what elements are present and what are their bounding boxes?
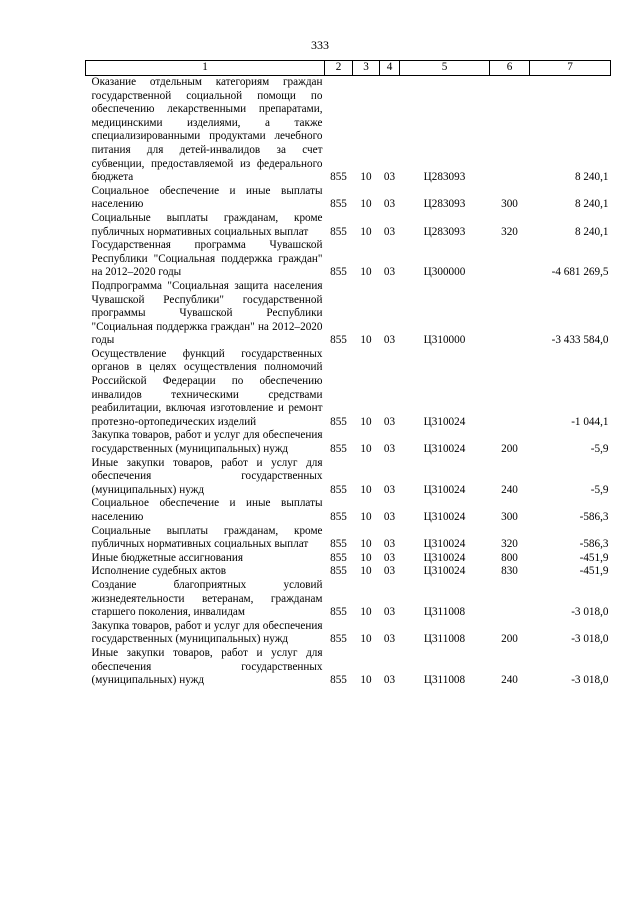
- table-row: [86, 239, 611, 280]
- row-ministry-code: 855: [330, 606, 347, 619]
- row-amount: -451,9: [579, 551, 609, 564]
- row-target-code: Ц310024: [423, 511, 466, 523]
- row-expense-type: [490, 579, 530, 620]
- row-name: Иные закупки товаров, работ и услуг для обеспечения государственных (муниципальных) нужд: [91, 646, 323, 687]
- table-row: [86, 280, 611, 348]
- header-col-7: 7: [530, 61, 611, 76]
- row-name: Иные закупки товаров, работ и услуг для обеспечения государственных (муниципальных) нужд: [91, 456, 323, 496]
- row-subsection-code: 03: [383, 225, 396, 238]
- row-ministry-code: 855: [330, 633, 347, 646]
- row-name: Подпрограмма "Социальная защита населения Чувашской Республики" государственной программы Чувашской Республики "Социальная поддержка граждан" на 2012–2020 годы: [91, 279, 323, 347]
- row-amount: -586,3: [579, 538, 609, 551]
- header-col-3: 3: [353, 61, 380, 76]
- row-subsection-code: 03: [383, 171, 396, 184]
- row-subsection-code: 03: [383, 483, 396, 496]
- row-section-code: 10: [360, 565, 372, 578]
- row-section-code: 10: [360, 511, 372, 523]
- row-amount: 8 240,1: [574, 198, 609, 211]
- row-ministry-code: 855: [330, 483, 347, 496]
- row-section-code: 10: [360, 443, 372, 456]
- row-ministry-code: 855: [330, 334, 347, 347]
- table-row: [86, 429, 611, 456]
- row-section-code: 10: [360, 674, 372, 687]
- row-subsection-code: 03: [383, 551, 396, 564]
- row-name: Закупка товаров, работ и услуг для обеспечения государственных (муниципальных) нужд: [91, 429, 323, 456]
- row-expense-type: 200: [501, 633, 518, 646]
- row-expense-type: 320: [501, 225, 518, 238]
- row-amount: -3 018,0: [571, 606, 609, 619]
- row-subsection-code: 03: [383, 266, 396, 279]
- row-target-code: Ц311008: [423, 674, 466, 687]
- header-col-5: 5: [400, 61, 490, 76]
- row-amount: 8 240,1: [574, 171, 609, 184]
- row-subsection-code: 03: [383, 334, 396, 347]
- row-expense-type: 320: [501, 538, 518, 551]
- row-subsection-code: 03: [383, 674, 396, 687]
- row-ministry-code: 855: [330, 674, 347, 687]
- row-expense-type: 240: [501, 483, 518, 496]
- row-target-code: Ц310024: [423, 565, 466, 578]
- row-section-code: 10: [360, 198, 372, 211]
- header-col-6: 6: [490, 61, 530, 76]
- table-row: [86, 525, 611, 552]
- row-expense-type: 830: [501, 565, 518, 578]
- row-target-code: Ц310024: [423, 443, 466, 456]
- row-ministry-code: 855: [330, 171, 347, 184]
- row-expense-type: 300: [501, 198, 518, 211]
- row-expense-type: 240: [501, 674, 518, 687]
- row-subsection-code: 03: [383, 565, 396, 578]
- table-row: [86, 76, 611, 185]
- table-row: [86, 579, 611, 620]
- header-col-2: 2: [325, 61, 353, 76]
- row-name: Государственная программа Чувашской Республики "Социальная поддержка граждан" на 2012–2020 годы: [91, 239, 323, 279]
- table-row: [86, 647, 611, 688]
- row-expense-type: 300: [501, 511, 518, 523]
- row-section-code: 10: [360, 415, 372, 428]
- row-ministry-code: 855: [330, 225, 347, 238]
- row-section-code: 10: [360, 225, 372, 238]
- row-ministry-code: 855: [330, 266, 347, 279]
- row-section-code: 10: [360, 483, 372, 496]
- row-target-code: Ц310000: [423, 334, 466, 347]
- row-subsection-code: 03: [383, 511, 396, 523]
- row-name: Социальное обеспечение и иные выплаты населению: [91, 184, 323, 211]
- row-ministry-code: 855: [330, 415, 347, 428]
- row-expense-type: [490, 239, 530, 280]
- table-row: [86, 212, 611, 239]
- row-amount: 8 240,1: [574, 225, 609, 238]
- row-amount: -3 433 584,0: [551, 334, 609, 347]
- row-name: Создание благоприятных условий жизнедеятельности ветеранам, гражданам старшего поколения, инвалидам: [91, 578, 323, 619]
- table-row: [86, 620, 611, 647]
- row-name: Социальные выплаты гражданам, кроме публичных нормативных социальных выплат: [91, 524, 323, 551]
- table-row: [86, 348, 611, 430]
- row-target-code: Ц283093: [423, 225, 466, 238]
- row-name: Оказание отдельным категориям граждан государственной социальной помощи по обеспечению лекарственными препаратами, медицинскими изделиями, а также специализированными продуктами лечебного питания для детей-инвалидов за счет субвенции, предоставляемой из федерального бюджета: [91, 76, 323, 184]
- row-section-code: 10: [360, 171, 372, 184]
- table-row: [86, 497, 611, 524]
- row-amount: -5,9: [590, 443, 609, 456]
- row-target-code: Ц311008: [423, 633, 466, 646]
- row-target-code: Ц310024: [423, 483, 466, 496]
- row-section-code: 10: [360, 334, 372, 347]
- row-target-code: Ц300000: [423, 266, 466, 279]
- row-amount: -1 044,1: [571, 415, 609, 428]
- row-section-code: 10: [360, 538, 372, 551]
- row-ministry-code: 855: [330, 551, 347, 564]
- row-amount: -3 018,0: [571, 674, 609, 687]
- row-expense-type: [490, 76, 530, 185]
- row-name: Социальные выплаты гражданам, кроме публичных нормативных социальных выплат: [91, 211, 323, 238]
- budget-table: [85, 60, 611, 688]
- table-header-row: [86, 61, 611, 76]
- row-expense-type: [490, 348, 530, 430]
- row-ministry-code: 855: [330, 565, 347, 578]
- row-subsection-code: 03: [383, 198, 396, 211]
- row-subsection-code: 03: [383, 415, 396, 428]
- row-name: Иные бюджетные ассигнования: [91, 551, 243, 564]
- row-subsection-code: 03: [383, 538, 396, 551]
- row-ministry-code: 855: [330, 511, 347, 523]
- row-target-code: Ц310024: [423, 551, 466, 564]
- table-row: [86, 457, 611, 498]
- row-subsection-code: 03: [383, 443, 396, 456]
- page-number: 333: [311, 38, 329, 52]
- row-amount: -4 681 269,5: [551, 266, 609, 279]
- row-ministry-code: 855: [330, 443, 347, 456]
- row-name: Исполнение судебных актов: [91, 565, 227, 578]
- table-row: [86, 185, 611, 212]
- row-amount: -451,9: [579, 565, 609, 578]
- row-target-code: Ц310024: [423, 538, 466, 551]
- table-row: [86, 565, 611, 579]
- row-target-code: Ц310024: [423, 415, 466, 428]
- row-section-code: 10: [360, 266, 372, 279]
- row-subsection-code: 03: [383, 606, 396, 619]
- row-amount: -586,3: [579, 511, 609, 523]
- row-ministry-code: 855: [330, 198, 347, 211]
- table-body: [86, 76, 611, 688]
- row-target-code: Ц283093: [423, 198, 466, 211]
- row-section-code: 10: [360, 551, 372, 564]
- row-subsection-code: 03: [383, 633, 396, 646]
- row-expense-type: [490, 280, 530, 348]
- row-amount: -3 018,0: [571, 633, 609, 646]
- row-name: Закупка товаров, работ и услуг для обеспечения государственных (муниципальных) нужд: [91, 619, 323, 646]
- row-expense-type: 800: [501, 551, 518, 564]
- row-name: Социальное обеспечение и иные выплаты населению: [91, 497, 323, 523]
- row-expense-type: 200: [501, 443, 518, 456]
- header-col-4: 4: [380, 61, 400, 76]
- row-amount: -5,9: [590, 483, 609, 496]
- row-target-code: Ц311008: [423, 606, 466, 619]
- row-ministry-code: 855: [330, 538, 347, 551]
- table-row: [86, 552, 611, 566]
- row-section-code: 10: [360, 633, 372, 646]
- header-col-1: 1: [86, 61, 325, 76]
- row-target-code: Ц283093: [423, 171, 466, 184]
- row-section-code: 10: [360, 606, 372, 619]
- row-name: Осуществление функций государственных органов в целях осуществления полномочий Российской Федерации по обеспечению инвалидов техническими средствами реабилитации, включая изготовление и ремонт протезно-ортопедических изделий: [91, 347, 323, 428]
